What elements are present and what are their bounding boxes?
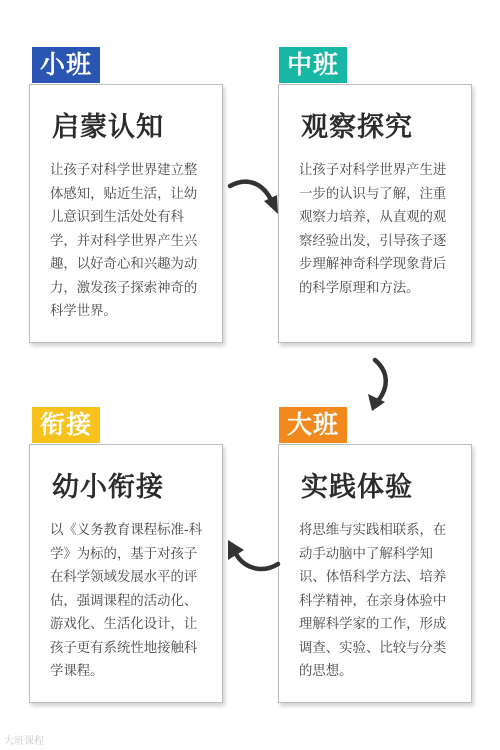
stage-body-bridge: 以《义务教育课程标准-科学》为标的，基于对孩子在科学领域发展水平的评估，强调课程的活动化、游戏化、生活化设计，让孩子更有系统性地接触科学课程。 bbox=[50, 523, 203, 679]
arrow-large-to-bridge-icon bbox=[224, 536, 282, 578]
stage-title-bridge: 幼小衔接 bbox=[52, 472, 164, 503]
stage-title-middle: 观察探究 bbox=[301, 112, 413, 143]
stage-body-small: 让孩子对科学世界建立整体感知，贴近生活，让幼儿意识到生活处处有科学，并对科学世界产生兴趣，以好奇心和兴趣为动力，激发孩子探索神奇的科学世界。 bbox=[50, 163, 198, 319]
stage-tag-small: 小班 bbox=[32, 47, 100, 83]
stage-card-middle bbox=[278, 84, 472, 343]
stage-title-large: 实践体验 bbox=[301, 472, 413, 503]
stage-card-small bbox=[29, 84, 223, 343]
stage-tag-large: 大班 bbox=[279, 407, 347, 443]
stage-body-large: 将思维与实践相联系，在动手动脑中了解科学知识、体悟科学方法、培养科学精神，在亲身体验中理解科学家的工作，形成调查、实验、比较与分类的思想。 bbox=[299, 523, 447, 679]
arrow-small-to-middle-icon bbox=[226, 176, 282, 216]
stage-card-large bbox=[278, 444, 472, 703]
stage-card-bridge bbox=[29, 444, 223, 703]
stage-body-middle: 让孩子对科学世界产生进一步的认识与了解，注重观察力培养，从直观的观察经验出发，引导孩子逐步理解神奇科学现象背后的科学原理和方法。 bbox=[299, 163, 447, 296]
stage-title-small: 启蒙认知 bbox=[52, 112, 164, 143]
watermark: 大班课程 bbox=[4, 736, 44, 747]
arrow-middle-to-large-icon bbox=[363, 356, 397, 414]
stage-tag-bridge: 衔接 bbox=[32, 407, 100, 443]
stage-tag-middle: 中班 bbox=[279, 47, 347, 83]
